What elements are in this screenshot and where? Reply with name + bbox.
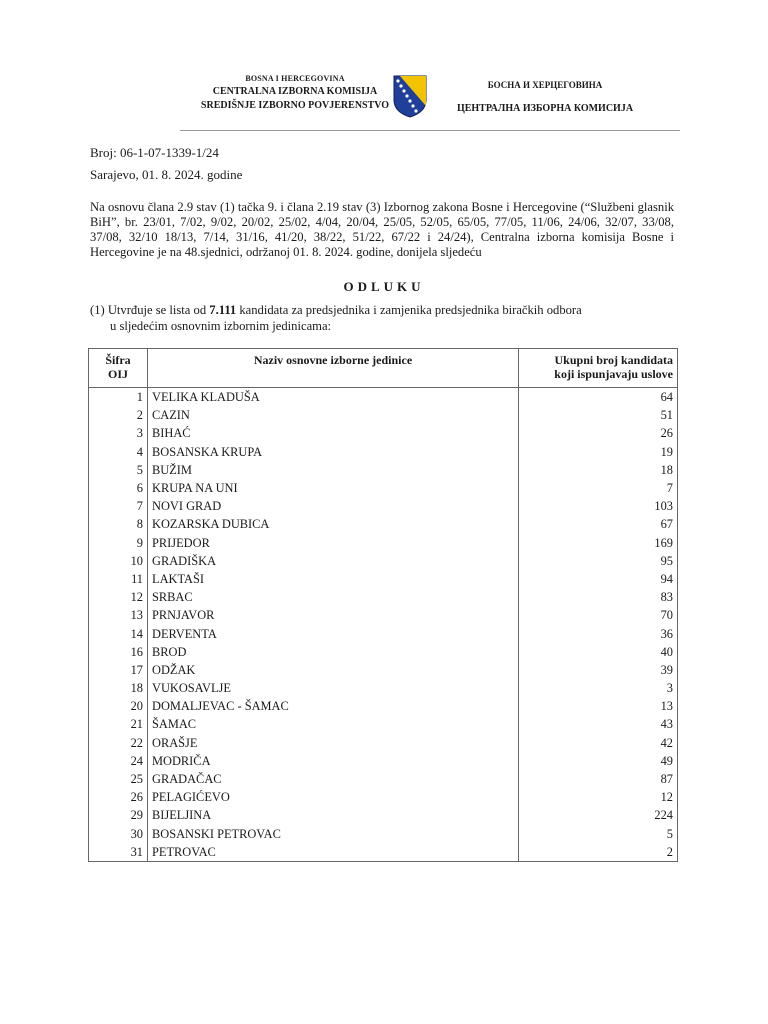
cell-count: 3 [519,679,678,697]
table-row [89,752,678,770]
cell-count: 83 [519,588,678,606]
letterhead-commission-latin: CENTRALNA IZBORNA KOMISIJA [212,86,378,97]
decision-point-1 [90,302,680,334]
letterhead-country-cyrillic: БОСНА И ХЕРЦЕГОВИНА [487,80,603,90]
cell-name: DOMALJEVAC - ŠAMAC [148,697,519,715]
table-row [89,388,678,407]
cell-count: 36 [519,624,678,642]
cell-count: 26 [519,424,678,442]
cell-count: 7 [519,479,678,497]
header-count-line1: Ukupni broj kandidata [554,353,673,367]
cell-code: 20 [89,697,148,715]
header-code-line2: OIJ [107,367,128,381]
table-row [89,588,678,606]
cell-name: ŠAMAC [148,715,519,733]
cell-code: 21 [89,715,148,733]
table-row [89,479,678,497]
cell-code: 2 [89,406,148,424]
cell-name: PRNJAVOR [148,606,519,624]
document-meta [90,142,242,186]
cell-code: 14 [89,624,148,642]
cell-name: ORAŠJE [148,734,519,752]
cell-count: 40 [519,643,678,661]
cell-name: PRIJEDOR [148,534,519,552]
cell-count: 70 [519,606,678,624]
cell-code: 10 [89,552,148,570]
cell-code: 26 [89,788,148,806]
cell-code: 11 [89,570,148,588]
table-row [89,570,678,588]
point-1-line2: u sljedećim osnovnim izbornim jedinicama: [110,319,332,333]
letterhead [0,74,768,134]
cell-name: GRADIŠKA [148,552,519,570]
table-row [89,734,678,752]
table-row [89,643,678,661]
cell-code: 29 [89,806,148,824]
cell-code: 18 [89,679,148,697]
cell-code: 3 [89,424,148,442]
cell-code: 22 [89,734,148,752]
cell-code: 31 [89,843,148,862]
table-row [89,534,678,552]
header-name: Naziv osnovne izborne jedinice [148,349,519,388]
cell-name: BROD [148,643,519,661]
cell-code: 4 [89,443,148,461]
header-code-line1: Šifra [105,353,131,367]
cell-count: 42 [519,734,678,752]
header-code [89,349,148,388]
cell-name: PELAGIĆEVO [148,788,519,806]
cell-code: 5 [89,461,148,479]
electoral-units-table [88,348,678,862]
cell-name: NOVI GRAD [148,497,519,515]
cell-count: 13 [519,697,678,715]
decision-title: ODLUKU [343,279,425,294]
cell-name: BIHAĆ [148,424,519,442]
cell-count: 18 [519,461,678,479]
table-row [89,843,678,862]
cell-count: 169 [519,534,678,552]
cell-count: 2 [519,843,678,862]
cell-code: 17 [89,661,148,679]
cell-name: VELIKA KLADUŠA [148,388,519,407]
table-row [89,515,678,533]
table-row [89,697,678,715]
table-row [89,624,678,642]
cell-name: VUKOSAVLJE [148,679,519,697]
document-place-date: Sarajevo, 01. 8. 2024. godine [90,167,243,182]
cell-code: 30 [89,825,148,843]
cell-code: 9 [89,534,148,552]
header-count [519,349,678,388]
cell-count: 87 [519,770,678,788]
table-row [89,406,678,424]
cell-name: MODRIČA [148,752,519,770]
cell-count: 64 [519,388,678,407]
cell-count: 43 [519,715,678,733]
cell-name: SRBAC [148,588,519,606]
letterhead-country-latin: BOSNA I HERCEGOVINA [245,74,345,83]
point-1-suffix: kandidata za predsjednika i zamjenika predsjednika biračkih odbora [236,303,582,317]
cell-name: BIJELJINA [148,806,519,824]
cell-count: 224 [519,806,678,824]
table-row [89,661,678,679]
cell-count: 19 [519,443,678,461]
table-row [89,770,678,788]
header-divider [180,130,680,131]
table-row [89,715,678,733]
cell-count: 5 [519,825,678,843]
cell-name: CAZIN [148,406,519,424]
cell-code: 7 [89,497,148,515]
header-count-line2: koji ispunjavaju uslove [554,367,673,381]
cell-code: 12 [89,588,148,606]
letterhead-commission-cyrillic: ЦЕНТРАЛНА ИЗБОРНА КОМИСИЈА [456,103,634,114]
cell-name: LAKTAŠI [148,570,519,588]
table-row [89,497,678,515]
cell-code: 1 [89,388,148,407]
cell-name: BUŽIM [148,461,519,479]
letterhead-cyrillic [435,80,655,114]
coat-of-arms-icon [392,74,428,118]
point-1-prefix: (1) Utvrđuje se lista od [90,303,210,317]
cell-name: DERVENTA [148,624,519,642]
cell-count: 39 [519,661,678,679]
table-row [89,461,678,479]
cell-name: BOSANSKI PETROVAC [148,825,519,843]
table-header-row [89,349,678,388]
table-row [89,679,678,697]
document-number: Broj: 06-1-07-1339-1/24 [90,145,219,160]
letterhead-latin [190,74,400,111]
cell-count: 103 [519,497,678,515]
cell-count: 12 [519,788,678,806]
cell-name: KRUPA NA UNI [148,479,519,497]
cell-count: 67 [519,515,678,533]
cell-count: 95 [519,552,678,570]
cell-code: 6 [89,479,148,497]
table-row [89,443,678,461]
table-row [89,806,678,824]
cell-count: 49 [519,752,678,770]
table-row [89,552,678,570]
table-row [89,825,678,843]
cell-name: PETROVAC [148,843,519,862]
letterhead-commission-croatian: SREDIŠNJE IZBORNO POVJERENSTVO [200,100,390,111]
candidate-total: 7.111 [209,303,237,317]
cell-code: 16 [89,643,148,661]
cell-count: 94 [519,570,678,588]
table-row [89,424,678,442]
cell-count: 51 [519,406,678,424]
table-row [89,788,678,806]
cell-code: 8 [89,515,148,533]
cell-name: ODŽAK [148,661,519,679]
cell-code: 24 [89,752,148,770]
cell-name: GRADAČAC [148,770,519,788]
cell-name: BOSANSKA KRUPA [148,443,519,461]
cell-code: 25 [89,770,148,788]
legal-basis-paragraph: Na osnovu člana 2.9 stav (1) tačka 9. i člana 2.19 stav (3) Izbornog zakona Bosne i Hercegovine (“Službeni glasnik BiH”, br. 23/01, 7/02, 9/02, 20/02, 25/02, 4/04, 20/04, 25/05, 52/05, 65/05, 77/05, 11/06, 24/06, 32/07, 33/08, 37/08, 32/10 18/13, 7/14, 31/16, 41/20, 38/22, 51/22, 67/22 i 24/24), Centralna izborna komisija Bosne i Hercegovine je na 48.sjednici, održanoj 01. 8. 2024. godine, donijela sljedeću [90,200,674,259]
cell-name: KOZARSKA DUBICA [148,515,519,533]
table-row [89,606,678,624]
cell-code: 13 [89,606,148,624]
